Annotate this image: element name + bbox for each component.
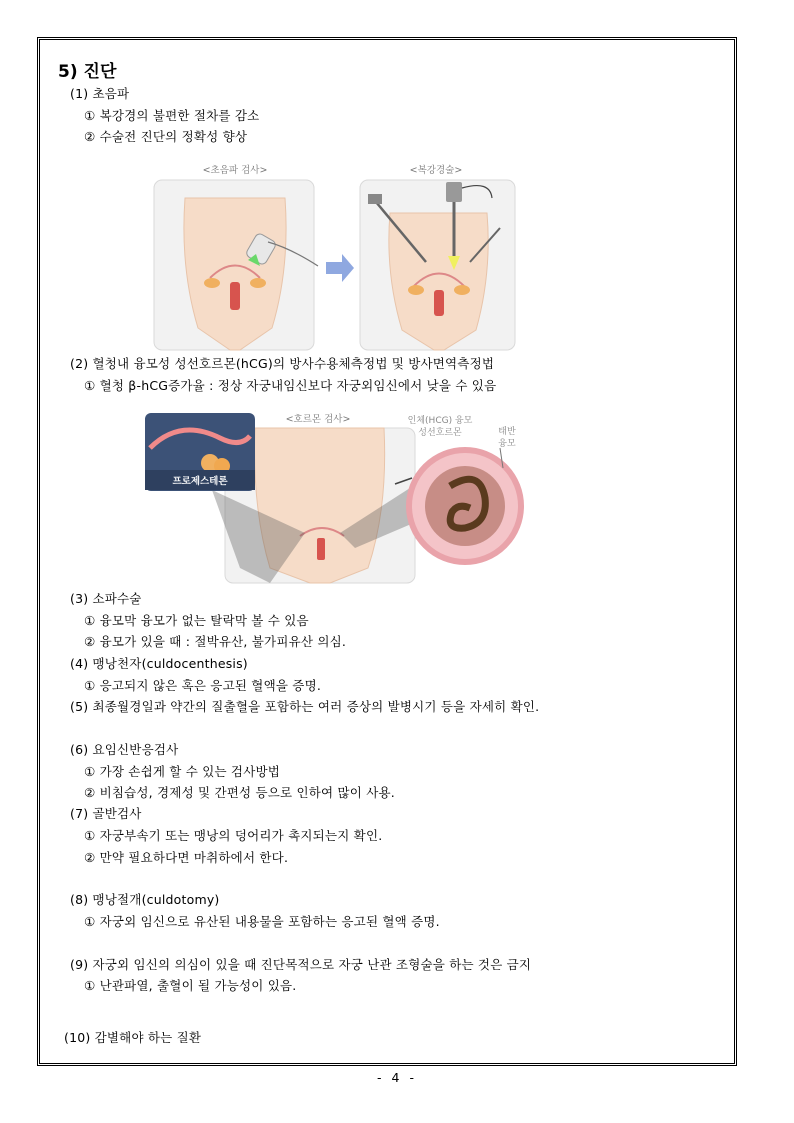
- item-3a: ① 융모막 융모가 없는 탈락막 볼 수 있음: [84, 613, 309, 628]
- section-heading: 5) 진단: [58, 62, 117, 82]
- item-6: (6) 요임신반응검사: [70, 742, 179, 757]
- page-number: - 4 -: [377, 1070, 417, 1085]
- hormone-test-figure: [140, 408, 530, 588]
- item-10: (10) 감별해야 하는 질환: [64, 1030, 202, 1045]
- placenta-label-1: 태반: [498, 427, 516, 437]
- item-3b: ② 융모가 있을 때 : 절박유산, 불가피유산 의심.: [84, 634, 347, 649]
- ultrasound-laparoscopy-figure: [140, 158, 530, 353]
- placenta-label-2: 융모: [498, 439, 516, 449]
- item-4a: ① 응고되지 않은 혹은 응고된 혈액을 증명.: [84, 678, 322, 693]
- item-1a: ① 복강경의 불편한 절차를 감소: [84, 108, 260, 123]
- item-1b: ② 수술전 진단의 정확성 향상: [84, 129, 248, 144]
- item-8: (8) 맹낭절개(culdotomy): [70, 892, 220, 907]
- item-9a: ① 난관파열, 출혈이 될 가능성이 있음.: [84, 978, 297, 993]
- item-7: (7) 골반검사: [70, 806, 142, 821]
- item-7a: ① 자궁부속기 또는 맹낭의 덩어리가 촉지되는지 확인.: [84, 828, 383, 843]
- fig1-right-caption: <복강경술>: [409, 165, 463, 176]
- item-8a: ① 자궁외 임신으로 유산된 내용물을 포함하는 응고된 혈액 증명.: [84, 914, 440, 929]
- fig2-caption: <호르몬 검사>: [285, 414, 351, 425]
- item-7b: ② 만약 필요하다면 마취하에서 한다.: [84, 850, 289, 865]
- item-5: (5) 최종월경일과 약간의 질출혈을 포함하는 여러 증상의 발병시기 등을 자세히 확인.: [70, 699, 540, 714]
- hcg-label-2: 성선호르몬: [418, 428, 462, 438]
- fig1-left-caption: <초음파 검사>: [202, 165, 268, 176]
- item-3: (3) 소파수술: [70, 591, 142, 606]
- progesterone-label: 프로제스테론: [172, 476, 228, 487]
- item-2: (2) 혈청내 융모성 성선호르몬(hCG)의 방사수용체측정법 및 방사면역측정법: [70, 356, 495, 371]
- hcg-label-1: 인체(HCG) 융모: [407, 416, 473, 426]
- item-1: (1) 초음파: [70, 86, 130, 101]
- item-2a: ① 혈청 β-hCG증가율 : 정상 자궁내임신보다 자궁외임신에서 낮을 수 있음: [84, 378, 497, 393]
- item-4: (4) 맹낭천자(culdocenthesis): [70, 656, 248, 671]
- item-9: (9) 자궁외 임신의 의심이 있을 때 진단목적으로 자궁 난관 조형술을 하는 것은 금지: [70, 957, 532, 972]
- item-6a: ① 가장 손쉽게 할 수 있는 검사방법: [84, 764, 281, 779]
- item-6b: ② 비침습성, 경제성 및 간편성 등으로 인하여 많이 사용.: [84, 785, 395, 800]
